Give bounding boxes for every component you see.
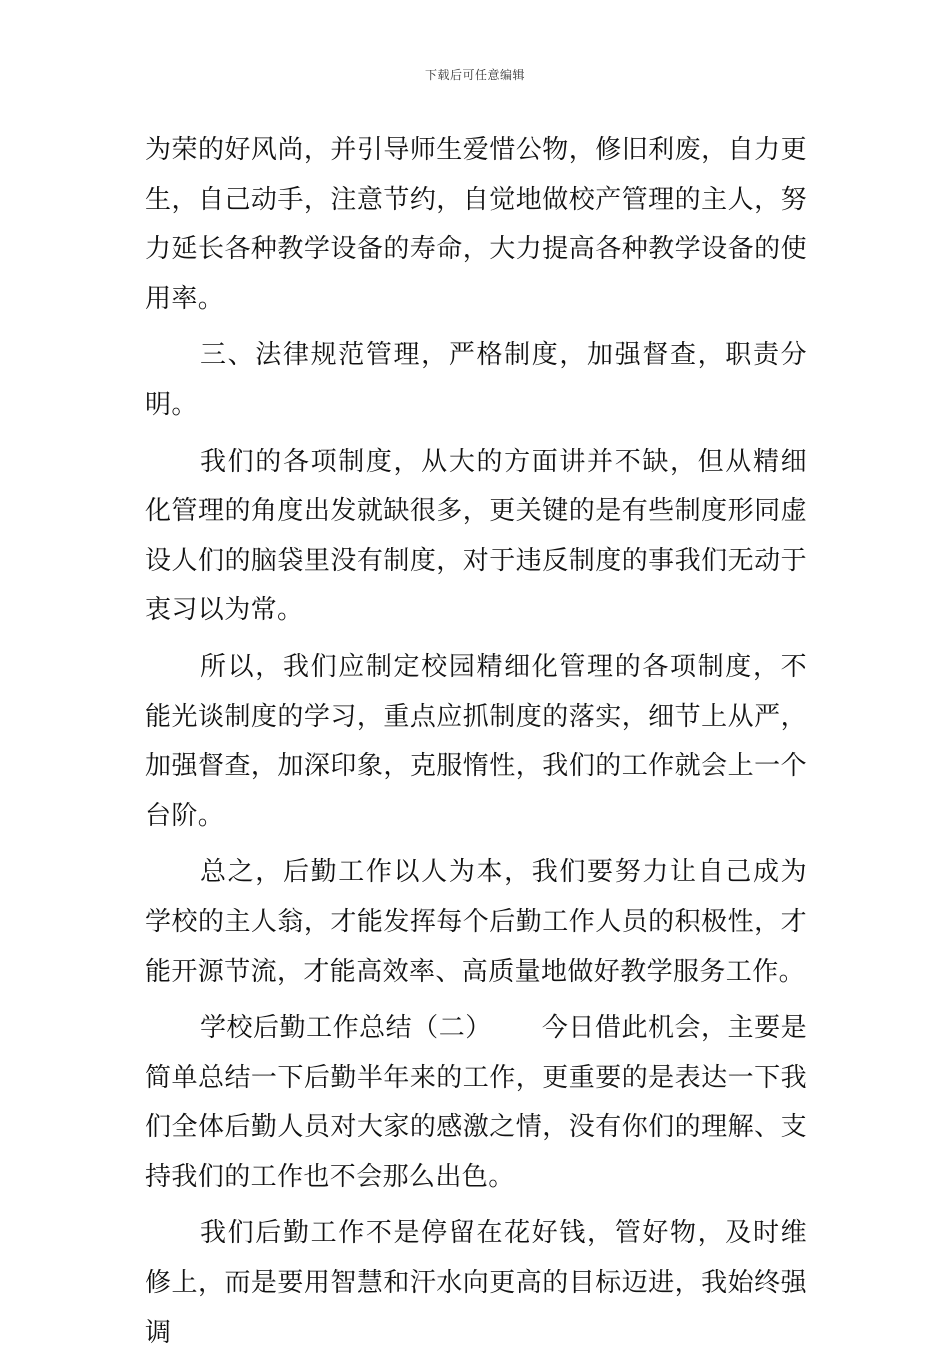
document-body: [145, 126, 807, 1365]
paragraph-text: 今日借此机会，主要是简单总结一下后勤半年来的工作，更重要的是表达一下我们全体后勤人员对大家的感激之情，没有你们的理解、支持我们的工作也不会那么出色。: [145, 1013, 807, 1192]
page-header: 下载后可任意编辑: [424, 68, 525, 82]
paragraph: 我们后勤工作不是停留在花好钱，管好物，及时维修上，而是要用智慧和汗水向更高的目标迈进，我始终强调: [145, 1218, 807, 1348]
paragraph: [145, 1004, 807, 1202]
section-title: 学校后勤工作总结（二）: [200, 1013, 492, 1044]
paragraph: 总之，后勤工作以人为本，我们要努力让自己成为学校的主人翁，才能发挥每个后勤工作人员的积极性，才能开源节流，才能高效率、高质量地做好教学服务工作。: [145, 857, 807, 987]
section-heading: 三、法律规范管理，严格制度，加强督查，职责分明。: [145, 340, 807, 420]
paragraph: 所以，我们应制定校园精细化管理的各项制度，不能光谈制度的学习，重点应抓制度的落实，细节上从严，加强督查，加深印象，克服惰性，我们的工作就会上一个台阶。: [145, 651, 807, 831]
paragraph: 为荣的好风尚，并引导师生爱惜公物，修旧利废，自力更生，自己动手，注意节约，自觉地做校产管理的主人，努力延长各种教学设备的寿命，大力提高各种教学设备的使用率。: [145, 135, 807, 314]
paragraph: 我们的各项制度，从大的方面讲并不缺，但从精细化管理的角度出发就缺很多，更关键的是有些制度形同虚设人们的脑袋里没有制度，对于违反制度的事我们无动于衷习以为常。: [145, 446, 807, 626]
